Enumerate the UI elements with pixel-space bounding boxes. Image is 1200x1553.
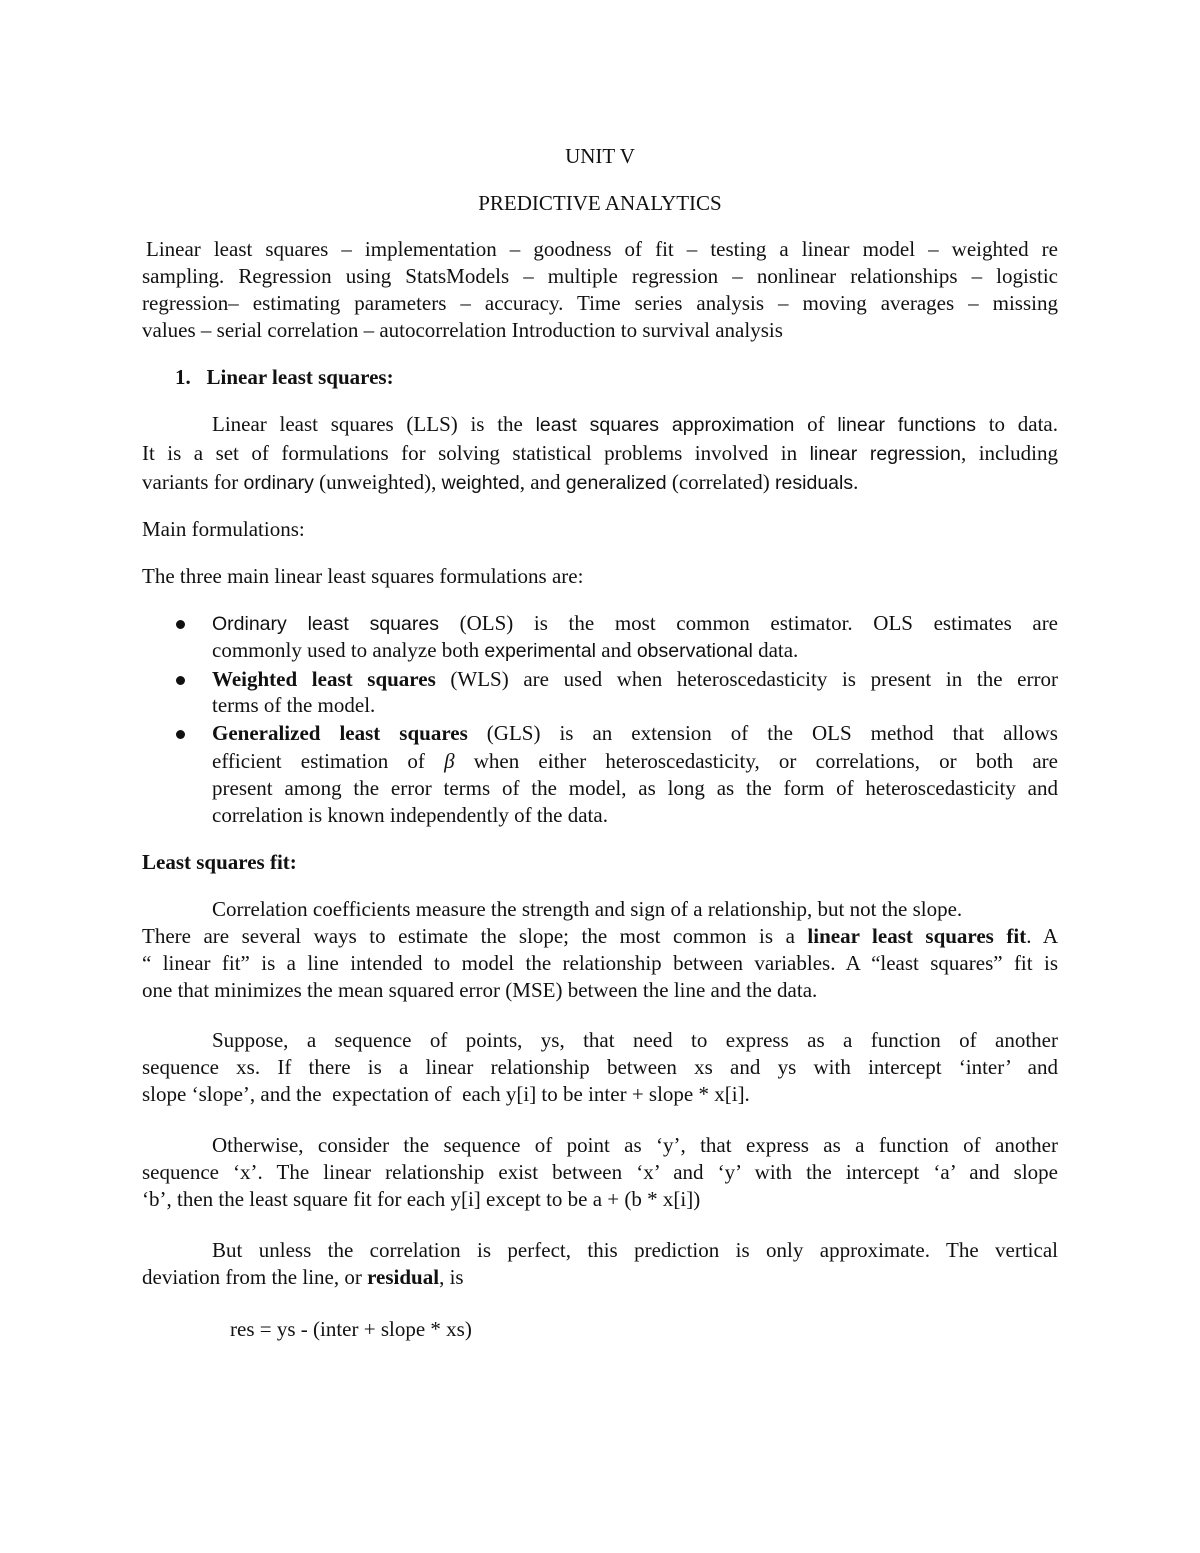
bullet-icon [176, 676, 185, 685]
list-item-gls-line-1: Generalized least squares (GLS) is an extension of the OLS method that allows [212, 721, 1058, 745]
fit-paragraph-4-line-2: deviation from the line, or residual, is [142, 1265, 464, 1289]
fit-paragraph-3-line-2: sequence ‘x’. The linear relationship exist between ‘x’ and ‘y’ with the intercept ‘a’ and slope [142, 1160, 1058, 1184]
intro-line-3: variants for ordinary (unweighted), weighted, and generalized (correlated) residuals. [142, 470, 859, 494]
bullet-icon [176, 730, 185, 739]
fit-paragraph-4-line-1: But unless the correlation is perfect, this prediction is only approximate. The vertical [212, 1238, 1058, 1262]
fit-paragraph-3-line-3: ‘b’, then the least square fit for each y[i] except to be a + (b * x[i]) [142, 1187, 701, 1211]
fit-paragraph-1-line-2: There are several ways to estimate the slope; the most common is a linear least squares fit. A [142, 924, 1058, 948]
fit-paragraph-1-line-3: “ linear fit” is a line intended to model the relationship between variables. A “least squares” fit is [142, 951, 1058, 975]
fit-paragraph-3-line-1: Otherwise, consider the sequence of point as ‘y’, that express as a function of another [212, 1133, 1058, 1157]
intro-line-2: It is a set of formulations for solving statistical problems involved in linear regression, including [142, 441, 1059, 465]
list-item-gls-line-4: correlation is known independently of the data. [212, 803, 608, 827]
page-title: PREDICTIVE ANALYTICS [478, 191, 722, 215]
fit-paragraph-2-line-1: Suppose, a sequence of points, ys, that need to express as a function of another [212, 1028, 1058, 1052]
list-item-wls-line-1: Weighted least squares (WLS) are used when heteroscedasticity is present in the error [212, 667, 1058, 691]
syllabus-line-3: regression– estimating parameters – accuracy. Time series analysis – moving averages – missing [142, 291, 1058, 315]
main-formulations-label: Main formulations: [142, 517, 305, 541]
fit-paragraph-2-line-3: slope ‘slope’, and the expectation of each y[i] to be inter + slope * x[i]. [142, 1082, 750, 1106]
syllabus-line-1: Linear least squares – implementation – goodness of fit – testing a linear model – weighted re [146, 237, 1058, 261]
section-heading-least-squares-fit: Least squares fit: [142, 850, 297, 874]
list-item-ols-line-1: Ordinary least squares (OLS) is the most common estimator. OLS estimates are [212, 611, 1059, 635]
list-item-ols-line-2: commonly used to analyze both experimental and observational data. [212, 638, 799, 662]
fit-paragraph-2-line-2: sequence xs. If there is a linear relationship between xs and ys with intercept ‘inter’ and [142, 1055, 1058, 1079]
list-item-gls-line-3: present among the error terms of the model, as long as the form of heteroscedasticity and [212, 776, 1058, 800]
syllabus-line-4: values – serial correlation – autocorrelation Introduction to survival analysis [142, 318, 783, 342]
list-item-gls-line-2: efficient estimation of β when either heteroscedasticity, or correlations, or both are [212, 749, 1058, 773]
intro-line-1: Linear least squares (LLS) is the least squares approximation of linear functions to data. [212, 412, 1058, 436]
section-heading-linear-least-squares: 1. Linear least squares: [175, 365, 394, 389]
unit-heading: UNIT V [565, 144, 635, 168]
residual-formula: res = ys - (inter + slope * xs) [230, 1317, 472, 1341]
list-item-wls-line-2: terms of the model. [212, 693, 376, 717]
fit-paragraph-1-line-1: Correlation coefficients measure the strength and sign of a relationship, but not the slope. [212, 897, 963, 921]
fit-paragraph-1-line-4: one that minimizes the mean squared error (MSE) between the line and the data. [142, 978, 818, 1002]
three-main-formulations-text: The three main linear least squares formulations are: [142, 564, 584, 588]
bullet-icon [176, 620, 185, 629]
syllabus-line-2: sampling. Regression using StatsModels – multiple regression – nonlinear relationships – logistic [142, 264, 1058, 288]
